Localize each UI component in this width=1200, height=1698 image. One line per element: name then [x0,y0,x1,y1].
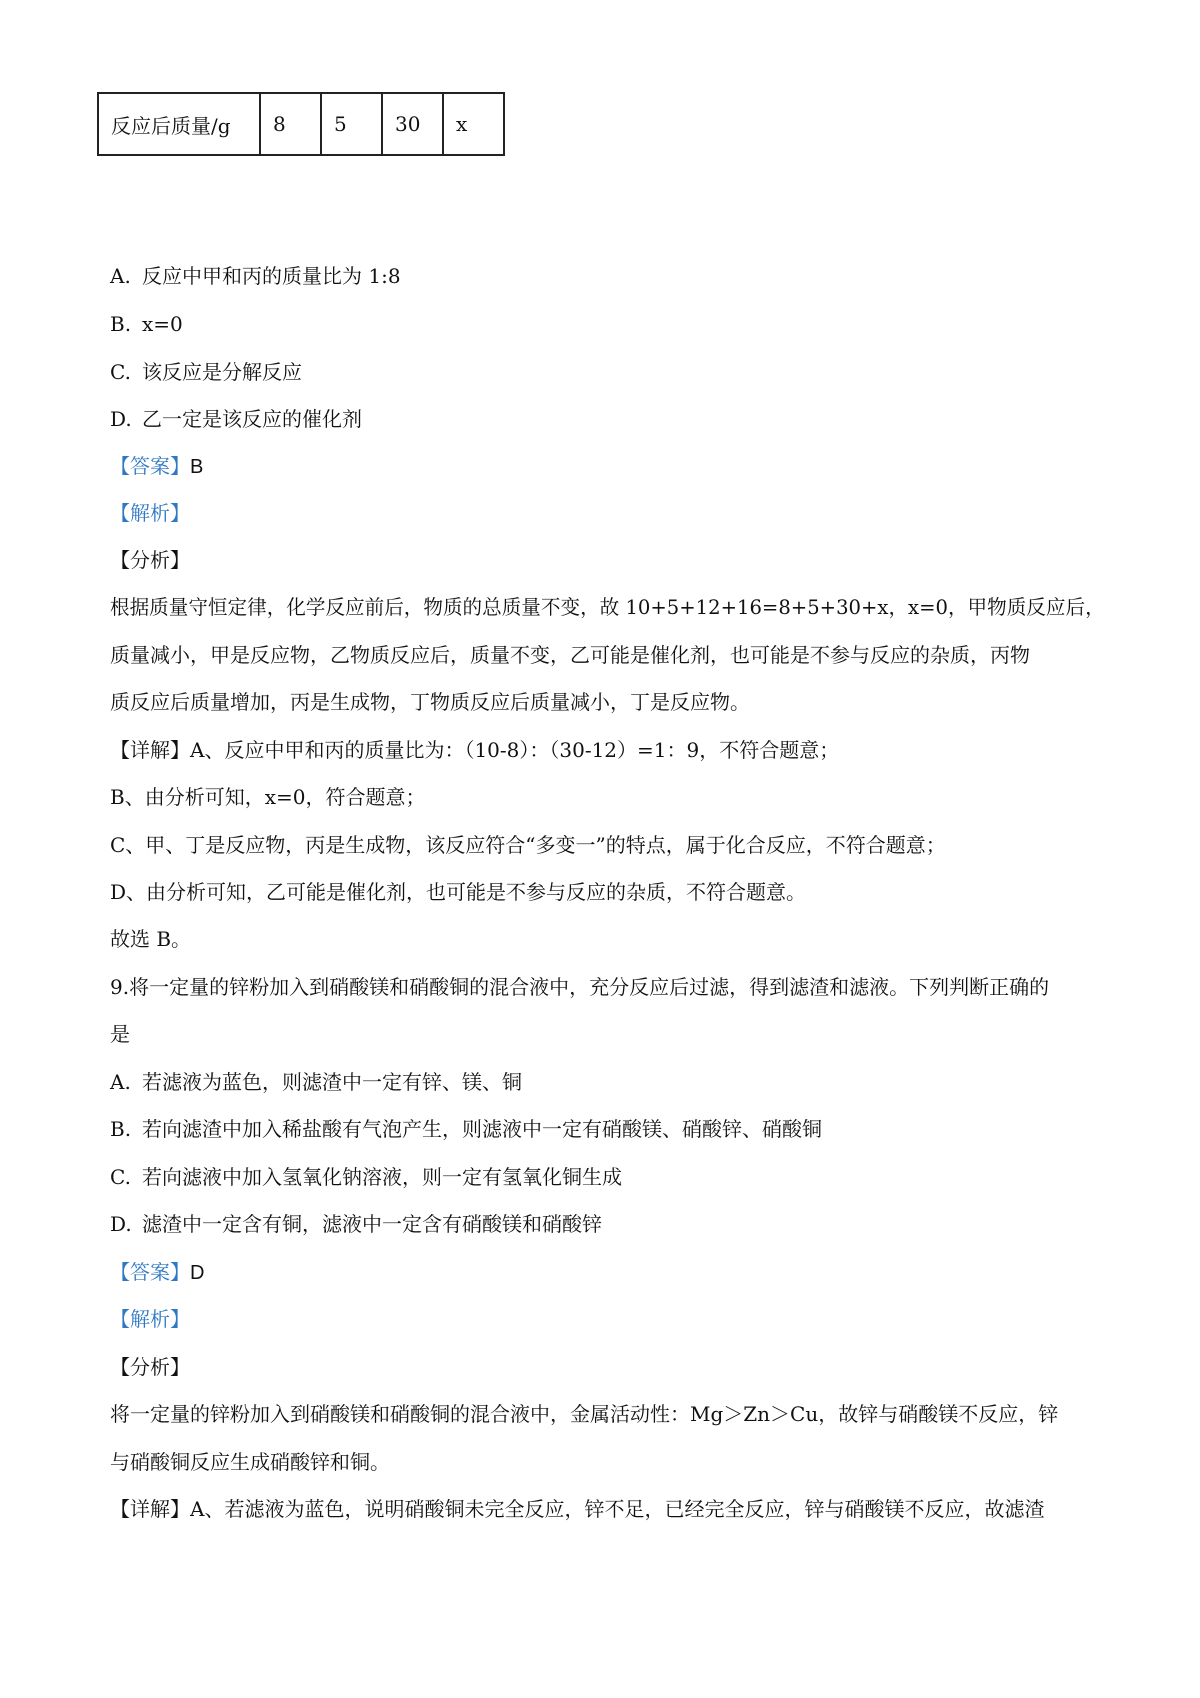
option-text: 反应中甲和丙的质量比为 1:8 [142,264,401,288]
mass-table [97,92,505,156]
answer-tag: 【答案】 [110,1260,190,1284]
option-text: 乙一定是该反应的催化剂 [142,407,362,431]
q8-fenxi-line-3: 质反应后质量增加，丙是生成物，丁物质反应后质量减小，丁是反应物。 [110,690,750,714]
q9-fenxi-line-1: 将一定量的锌粉加入到硝酸镁和硝酸铜的混合液中，金属活动性：Mg＞Zn＞Cu，故锌与硝酸镁不反应，锌 [110,1402,1059,1426]
table-cell: 5 [321,93,382,155]
q8-analysis-tag: 【解析】 [110,501,190,525]
option-letter: D. [110,407,132,431]
option-text: 该反应是分解反应 [142,360,302,384]
option-letter: C. [110,1165,131,1189]
q9-option-d [110,1214,602,1234]
option-letter: A. [110,1070,131,1094]
q9-option-a [110,1072,522,1092]
option-text: 滤渣中一定含有铜，滤液中一定含有硝酸镁和硝酸锌 [142,1212,602,1236]
option-letter: A. [110,264,131,288]
q8-detail-line-3: C、甲、丁是反应物，丙是生成物，该反应符合“多变一”的特点，属于化合反应，不符合题意； [110,833,946,857]
q9-stem-line-2: 是 [110,1022,130,1046]
option-letter: B. [110,312,132,336]
q8-option-d [110,409,362,429]
q8-option-b [110,314,183,334]
table-cell: 30 [382,93,443,155]
option-letter: C. [110,360,131,384]
q9-stem-line-1: 9.将一定量的锌粉加入到硝酸镁和硝酸铜的混合液中，充分反应后过滤，得到滤渣和滤液。下列判断正确的 [110,975,1050,999]
q8-fenxi-line-2: 质量减小，甲是反应物，乙物质反应后，质量不变，乙可能是催化剂，也可能是不参与反应的杂质，丙物 [110,643,1030,667]
option-text: 若向滤液中加入氢氧化钠溶液，则一定有氢氧化铜生成 [142,1165,622,1189]
table-cell: x [443,93,504,155]
q9-answer [110,1262,204,1283]
q8-detail-line-4: D、由分析可知，乙可能是催化剂，也可能是不参与反应的杂质，不符合题意。 [110,880,807,904]
option-letter: D. [110,1212,132,1236]
answer-value: B [190,456,204,478]
option-text: 若向滤渣中加入稀盐酸有气泡产生，则滤液中一定有硝酸镁、硝酸锌、硝酸铜 [142,1117,822,1141]
answer-tag: 【答案】 [110,454,190,478]
q8-detail-line-1: 【详解】A、反应中甲和丙的质量比为：（10-8）：（30-12）=1：9，不符合题意； [110,738,840,762]
q8-option-a [110,266,401,286]
q8-fenxi-line-1: 根据质量守恒定律，化学反应前后，物质的总质量不变，故 10+5+12+16=8+5+30+x，x=0，甲物质反应后， [110,595,1105,619]
table-row [98,93,504,155]
q9-option-c [110,1167,622,1187]
q9-fenxi-tag: 【分析】 [110,1355,190,1379]
q8-answer [110,456,203,477]
row-label: 反应后质量/g [98,93,260,155]
option-letter: B. [110,1117,132,1141]
table-cell: 8 [260,93,321,155]
option-text: x=0 [142,312,183,336]
q8-detail-line-5: 故选 B。 [110,927,192,951]
option-text: 若滤液为蓝色，则滤渣中一定有锌、镁、铜 [142,1070,522,1094]
q9-fenxi-line-2: 与硝酸铜反应生成硝酸锌和铜。 [110,1450,390,1474]
q9-analysis-tag: 【解析】 [110,1307,190,1331]
q8-option-c [110,362,302,382]
answer-value: D [190,1262,205,1284]
q9-option-b [110,1119,822,1139]
q8-fenxi-tag: 【分析】 [110,548,190,572]
q8-detail-line-2: B、由分析可知，x=0，符合题意； [110,785,426,809]
q9-detail-line-1: 【详解】A、若滤液为蓝色，说明硝酸铜未完全反应，锌不足，已经完全反应，锌与硝酸镁不反应，故滤渣 [110,1497,1045,1521]
